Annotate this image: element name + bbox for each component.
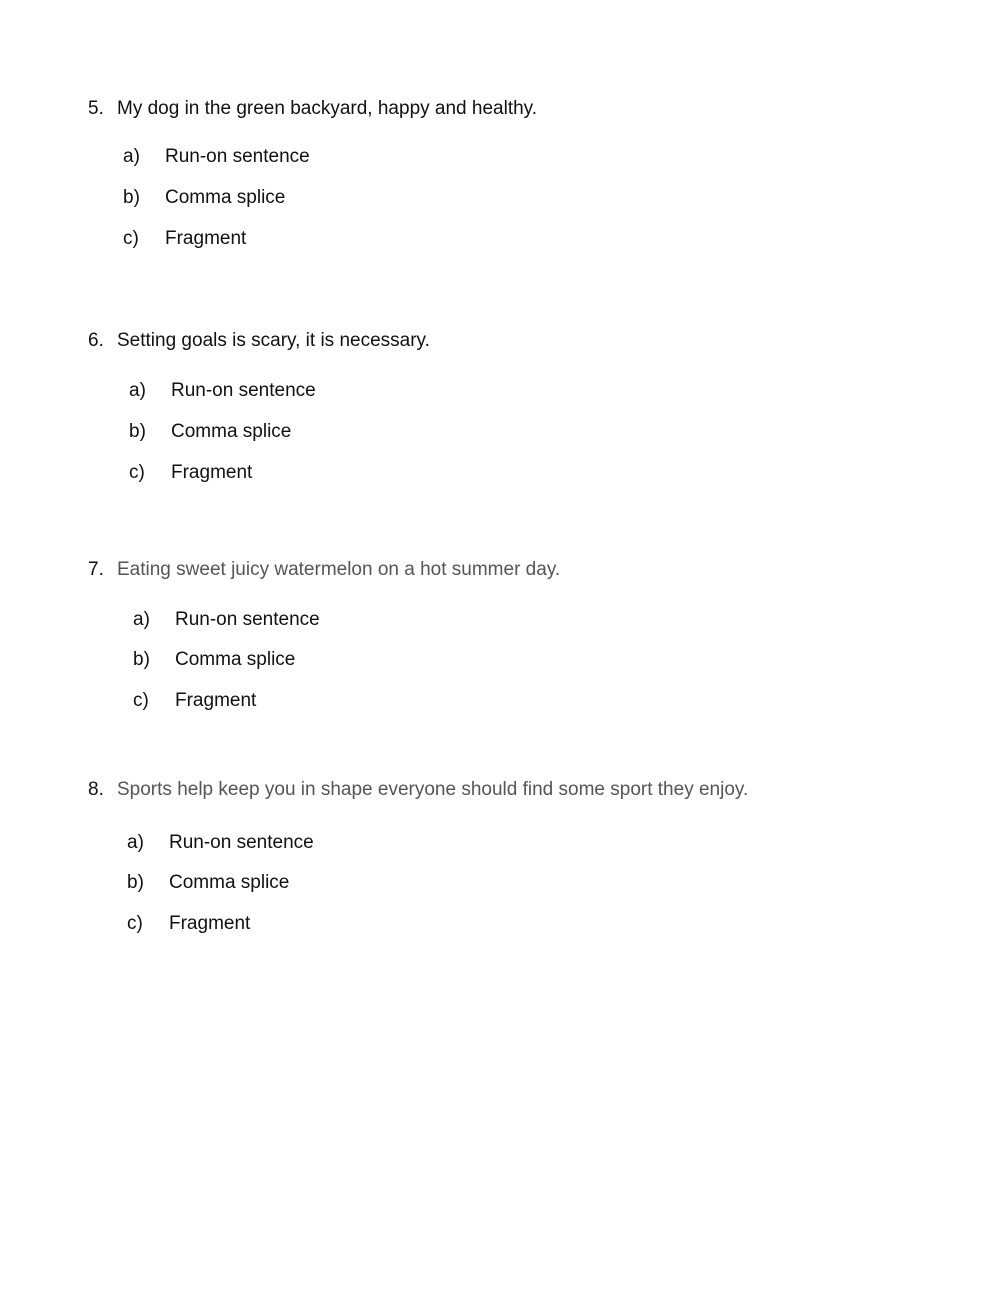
option-c[interactable] bbox=[133, 689, 256, 713]
option-b[interactable] bbox=[127, 871, 289, 895]
question-stem bbox=[88, 558, 560, 582]
option-label: Comma splice bbox=[175, 649, 296, 670]
question-text: My dog in the green backyard, happy and healthy. bbox=[117, 98, 538, 119]
question-text: Sports help keep you in shape everyone should find some sport they enjoy. bbox=[117, 779, 749, 800]
option-letter: b) bbox=[133, 649, 150, 670]
option-letter: b) bbox=[127, 872, 144, 893]
question-stem bbox=[88, 97, 537, 121]
option-c[interactable] bbox=[127, 912, 250, 936]
question-text: Eating sweet juicy watermelon on a hot summer day. bbox=[117, 559, 561, 580]
option-letter: c) bbox=[127, 913, 143, 934]
option-c[interactable] bbox=[123, 227, 246, 251]
option-label: Fragment bbox=[165, 228, 247, 249]
option-label: Run-on sentence bbox=[169, 832, 314, 853]
option-label: Run-on sentence bbox=[175, 609, 320, 630]
option-label: Comma splice bbox=[165, 187, 286, 208]
option-letter: a) bbox=[127, 832, 144, 853]
option-letter: c) bbox=[129, 462, 145, 483]
option-label: Comma splice bbox=[169, 872, 290, 893]
option-b[interactable] bbox=[123, 186, 285, 210]
option-letter: b) bbox=[129, 421, 146, 442]
question-text: Setting goals is scary, it is necessary. bbox=[117, 330, 430, 351]
option-b[interactable] bbox=[129, 420, 291, 444]
option-letter: a) bbox=[129, 380, 146, 401]
option-label: Comma splice bbox=[171, 421, 292, 442]
question-stem bbox=[88, 329, 430, 353]
option-label: Run-on sentence bbox=[165, 146, 310, 167]
question-number: 6. bbox=[88, 330, 104, 351]
option-b[interactable] bbox=[133, 648, 295, 672]
option-label: Run-on sentence bbox=[171, 380, 316, 401]
option-letter: c) bbox=[133, 690, 149, 711]
option-letter: a) bbox=[133, 609, 150, 630]
question-number: 7. bbox=[88, 559, 104, 580]
option-label: Fragment bbox=[171, 462, 253, 483]
option-a[interactable] bbox=[129, 379, 316, 403]
option-a[interactable] bbox=[133, 608, 320, 632]
option-letter: a) bbox=[123, 146, 140, 167]
option-a[interactable] bbox=[123, 145, 310, 169]
option-letter: b) bbox=[123, 187, 140, 208]
option-label: Fragment bbox=[175, 690, 257, 711]
question-stem bbox=[88, 778, 748, 802]
question-number: 5. bbox=[88, 98, 104, 119]
option-label: Fragment bbox=[169, 913, 251, 934]
option-a[interactable] bbox=[127, 831, 314, 855]
question-number: 8. bbox=[88, 779, 104, 800]
option-c[interactable] bbox=[129, 461, 252, 485]
option-letter: c) bbox=[123, 228, 139, 249]
